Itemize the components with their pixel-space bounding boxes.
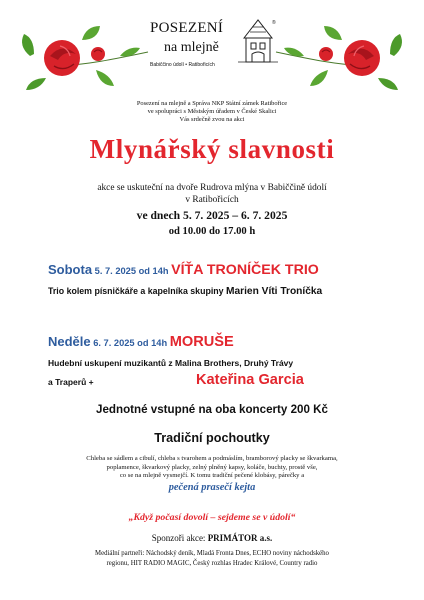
intro-line: Vás srdečně zvou na akci xyxy=(179,116,245,124)
sunday-day: Neděle xyxy=(48,334,91,349)
sunday-heading xyxy=(48,333,234,351)
rose-right-icon xyxy=(284,26,402,90)
sponsor-line xyxy=(40,533,384,543)
food-heading: Tradiční pochoutky xyxy=(154,431,270,445)
sunday-description-line: Hudební uskupení muzikantů z Malina Brothers, Druhý Trávy xyxy=(48,358,294,368)
intro-text xyxy=(70,100,354,125)
event-title: Mlynářský slavnosti xyxy=(89,134,335,164)
sponsor-name: PRIMÁTOR a.s. xyxy=(207,533,273,543)
saturday-day: Sobota xyxy=(48,262,93,277)
entry-fee: Jednotné vstupné na oba koncerty 200 Kč xyxy=(96,403,328,416)
logo-title: POSEZENÍ xyxy=(150,20,224,36)
media-partners xyxy=(44,549,380,569)
saturday-desc-text: Trio kolem písničkáře a kapelníka skupiny xyxy=(48,286,226,296)
food-line: Chleba se sádlem a cibulí, chleba s tvarohem a podmáslím, bramborový placky se škvarkama, xyxy=(86,455,338,462)
sunday-guest: Kateřina Garcia xyxy=(196,372,304,388)
intro-line: ve spolupráci s Městským úřadem v České Skalici xyxy=(147,108,277,116)
food-line: poplamence, škvarkový placky, zelný plněný kapsy, koláče, buchty, prostě vše, xyxy=(106,463,318,471)
svg-text:®: ® xyxy=(272,20,276,26)
media-line: regionu, HIT RADIO MAGIC, Český rozhlas Hradec Králové, Country radio xyxy=(106,560,318,568)
saturday-date-time: 5. 7. 2025 od 14h xyxy=(92,266,172,276)
logo-subtitle: na mlejně xyxy=(164,40,219,55)
food-description xyxy=(40,455,384,481)
food-highlight: pečená prasečí kejta xyxy=(168,482,256,493)
saturday-description xyxy=(48,286,322,297)
intro-line: Posezení na mlejně a Správa NKP Státní zámek Ratibořice xyxy=(136,100,288,107)
event-place xyxy=(60,183,364,206)
sunday-performer: MORUŠE xyxy=(169,334,234,350)
sunday-date-time: 6. 7. 2025 od 14h xyxy=(90,338,170,348)
sponsor-label: Sponzoři akce: xyxy=(151,533,208,543)
saturday-desc-name: Marien Víti Troníčka xyxy=(225,286,323,297)
place-line: v Ratibořicích xyxy=(185,194,239,205)
media-line: Mediální partneři: Náchodský deník, Mladá Fronta Dnes, ECHO noviny náchodského xyxy=(95,550,329,557)
saturday-heading xyxy=(48,261,319,279)
food-line: co se na mlejně vysmejčí. K tomu tradiční pečené klobásy, párečky a xyxy=(119,472,305,480)
sunday-description-line: a Traperů + xyxy=(48,377,94,387)
event-dates: ve dnech 5. 7. 2025 – 6. 7. 2025 xyxy=(136,209,288,222)
logo-tagline: Babiččino údolí • Ratibořicích xyxy=(150,62,215,68)
weather-note: „Když počasí dovolí – sejdeme se v údolí“ xyxy=(128,512,296,523)
place-line: akce se uskuteční na dvoře Rudrova mlýna v Babiččině údolí xyxy=(97,183,327,193)
event-hours: od 10.00 do 17.00 h xyxy=(168,226,256,237)
saturday-performer: VÍŤA TRONÍČEK TRIO xyxy=(171,262,319,278)
rose-left-icon xyxy=(22,26,140,90)
